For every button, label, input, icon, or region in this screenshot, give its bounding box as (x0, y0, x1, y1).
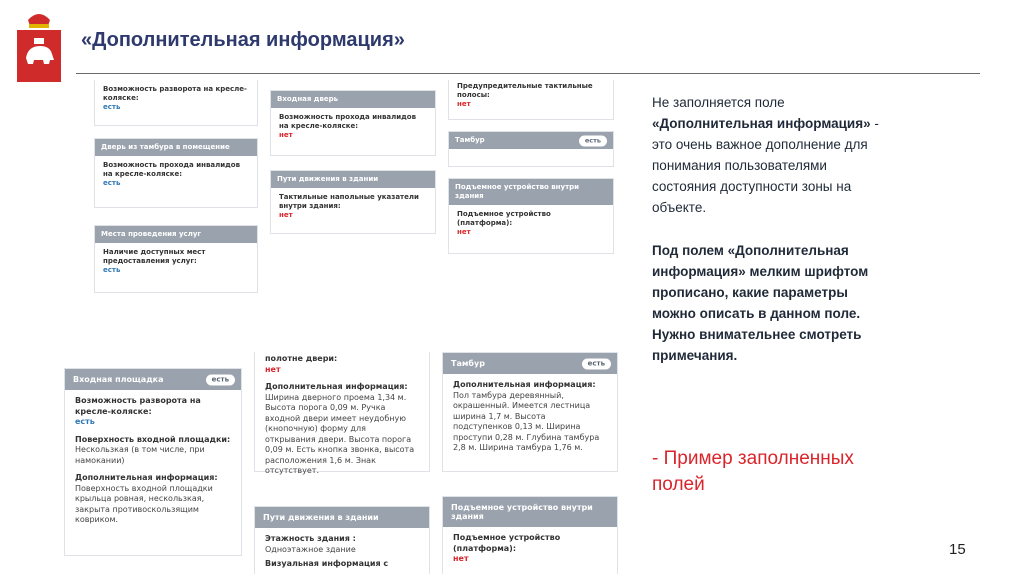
card-header (65, 369, 241, 390)
text-run: - это очень важное дополнение для понимания пользователями состояния доступности зоны на объекте. (652, 116, 879, 215)
explanation-text (652, 92, 892, 366)
field-value: есть (103, 266, 121, 274)
field-value: Одноэтажное здание (265, 544, 356, 554)
card-title: Входная площадка (73, 375, 164, 384)
card-paths (270, 170, 436, 234)
field-label: Поверхность входной площадки: (75, 434, 231, 444)
coat-of-arms-logo (14, 8, 64, 88)
field-value: нет (453, 554, 469, 563)
field-value: есть (103, 103, 121, 111)
card-header: Подъемное устройство внутри здания (449, 179, 613, 205)
field-label: полотне двери: (265, 354, 338, 363)
page-number: 15 (949, 541, 966, 558)
card-header: Пути движения в здании (271, 171, 435, 188)
card-header (449, 132, 613, 149)
field-value: нет (457, 228, 471, 236)
card-paths-details (254, 506, 430, 574)
field-label: Наличие доступных мест предоставления услуг: (103, 248, 206, 265)
field-value: Нескользкая (в том числе, при намокании) (75, 445, 205, 465)
field-label: Подъемное устройство (платформа): (453, 533, 561, 553)
field-label: Возможность прохода инвалидов на кресле-коляске: (279, 113, 417, 130)
card-service-places (94, 225, 258, 293)
field-label: Визуальная информация с (265, 559, 389, 568)
field-label: Предупредительные тактильные полосы: (457, 82, 593, 99)
card-entrance-area (64, 368, 242, 556)
card-turning (94, 80, 258, 126)
field-label: Дополнительная информация: (75, 473, 218, 482)
field-value: Ширина дверного проема 1,34 м. Высота порога 0,09 м. Ручка входной двери имеет неудобную (кнопочную) форму для открывания двери. Высота порога 0,09 м. Есть кнопка звонка, высота расположения 1,6 м. Знак отсутствует. (265, 392, 415, 475)
field-label: Возможность прохода инвалидов на кресле-коляске: (103, 161, 241, 178)
card-entrance-door (270, 90, 436, 156)
field-value: нет (279, 131, 293, 139)
card-header: Подъемное устройство внутри здания (443, 497, 617, 527)
field-label: Этажность здания : (265, 534, 356, 543)
field-value: нет (265, 364, 281, 374)
card-header: Дверь из тамбура в помещение (95, 139, 257, 156)
card-vestibule (448, 131, 614, 167)
field-label: Подъемное устройство (платформа): (457, 210, 551, 227)
page-title: «Дополнительная информация» (81, 29, 405, 51)
explanation-paragraph-2: Под полем «Дополнительная информация» мелким шрифтом прописано, какие параметры можно описать в данном поле. Нужно внимательнее смотреть примечания. (652, 243, 869, 363)
card-vestibule-details (442, 352, 618, 472)
field-value: Пол тамбура деревянный, окрашенный. Имеется лестница ширина 1,7 м. Высота подступенков 0,13 м. Ширина проступи 0,28 м. Глубина тамбура 2,8 м. Ширина тамбура 1,76 м. (453, 390, 600, 452)
card-title: Тамбур (455, 136, 485, 144)
card-title: Тамбур (451, 359, 485, 368)
title-divider (76, 73, 980, 74)
text-run-bold: «Дополнительная информация» (652, 116, 871, 131)
status-badge: есть (582, 358, 611, 369)
field-value: Поверхность входной площадки крыльца ровная, нескользкая, закрыта противоскользящим ковриком. (75, 483, 213, 524)
card-header: Места проведения услуг (95, 226, 257, 243)
field-label: Возможность разворота на кресле-коляске: (103, 85, 247, 102)
card-header: Пути движения в здании (255, 507, 429, 528)
status-badge: есть (579, 135, 607, 146)
text-run: Не заполняется поле (652, 95, 785, 110)
field-label: Тактильные напольные указатели внутри здания: (279, 193, 419, 210)
field-value: нет (457, 100, 471, 108)
field-value: нет (279, 211, 293, 219)
field-value: есть (103, 179, 121, 187)
card-header: Входная дверь (271, 91, 435, 108)
card-lift (448, 178, 614, 254)
card-inner-door (94, 138, 258, 208)
card-tactile-strips (448, 80, 614, 120)
field-label: Дополнительная информация: (453, 380, 596, 389)
example-label: - Пример заполненных полей (652, 448, 854, 495)
card-door-additional (254, 352, 430, 475)
card-header (443, 353, 617, 374)
field-value: есть (75, 417, 95, 426)
field-label: Дополнительная информация: (265, 382, 408, 391)
status-badge: есть (206, 374, 235, 385)
field-label: Возможность разворота на кресле-коляске: (75, 396, 201, 416)
card-lift-details (442, 496, 618, 574)
explanation-paragraph-1 (652, 92, 892, 218)
